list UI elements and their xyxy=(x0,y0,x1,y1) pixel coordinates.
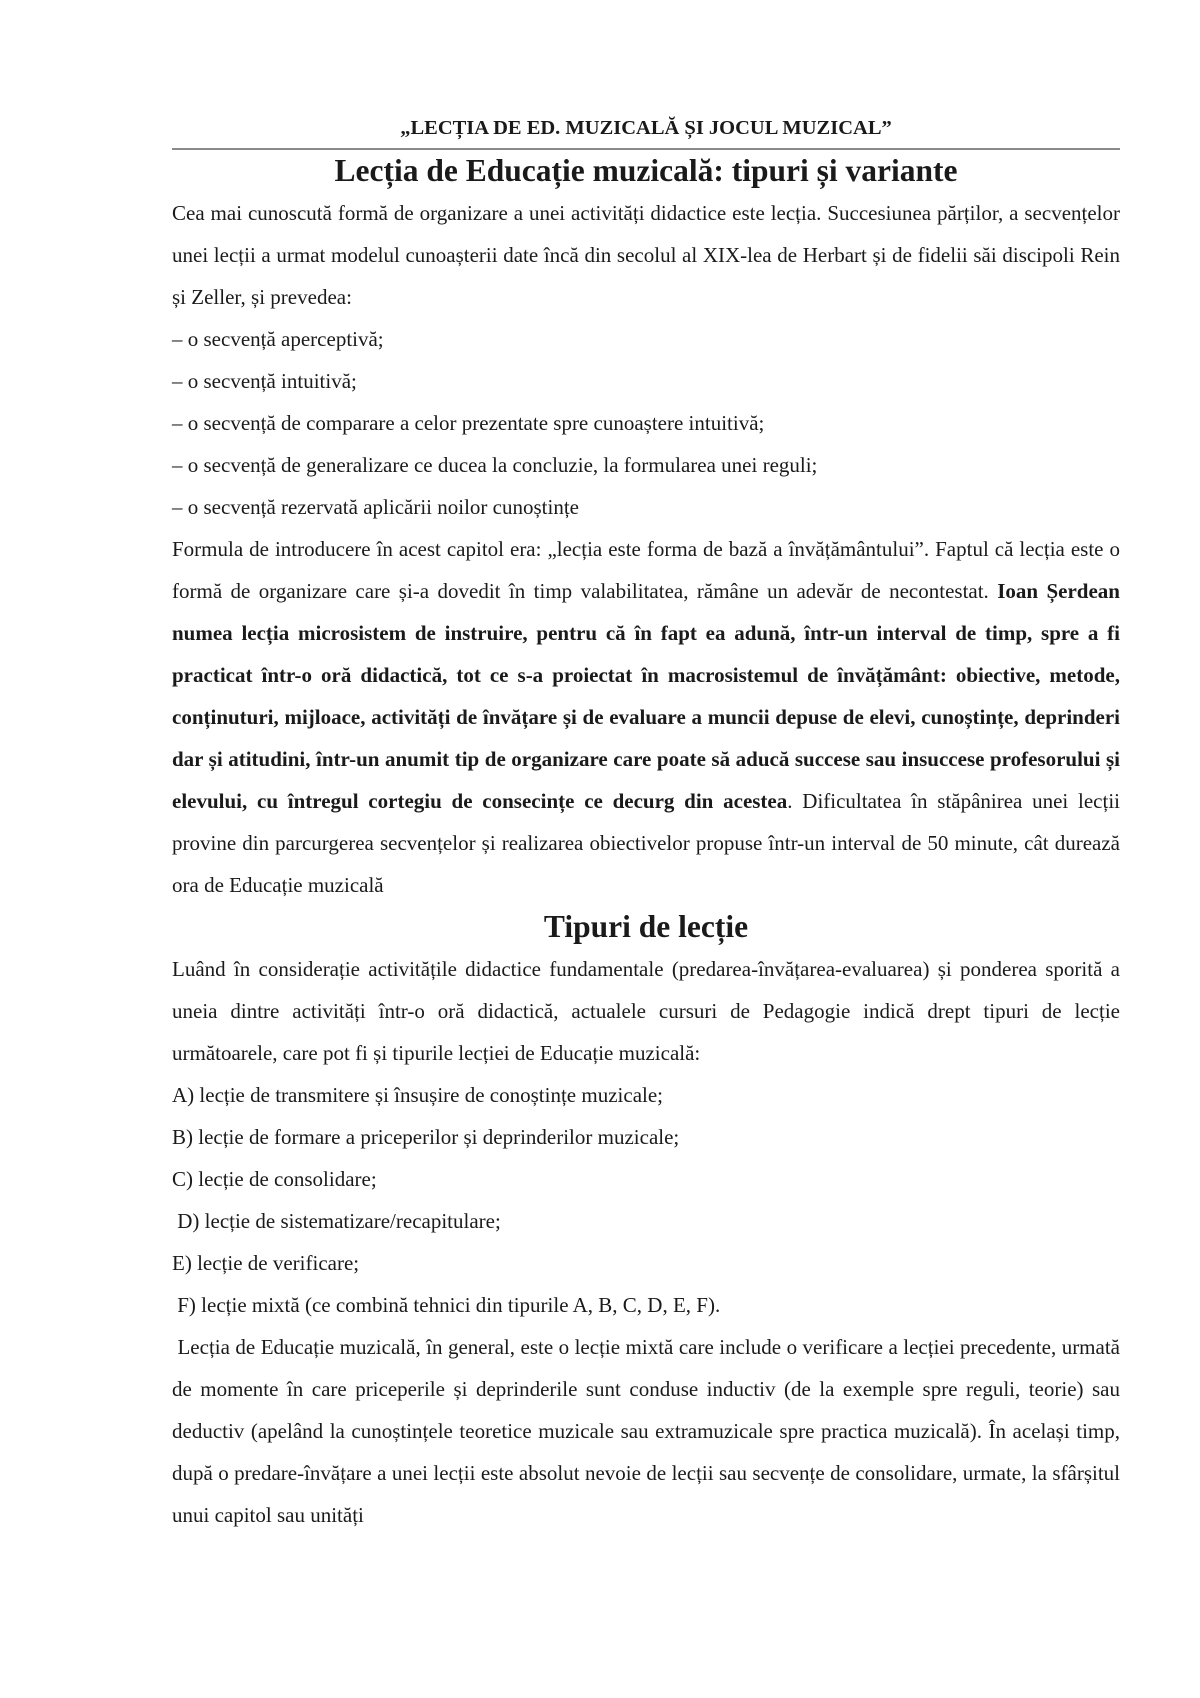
list-item: E) lecție de verificare; xyxy=(172,1251,360,1275)
types-intro-paragraph: Luând în considerație activitățile didactice fundamentale (predarea-învățarea-evaluarea) și ponderea sporită a uneia dintre activități într-o oră didactică, actualele cursuri de Pedagogie indică drept tipuri de lecție următoarele, care pot fi și tipurile lecției de Educație muzicală: xyxy=(172,957,1120,1065)
list-item: B) lecție de formare a priceperilor și deprinderilor muzicale; xyxy=(172,1125,680,1149)
closing-paragraph: Lecția de Educație muzicală, în general, este o lecție mixtă care include o verificare a lecției precedente, urmată de momente în care priceperile și deprinderile sunt conduse inductiv (de la exemple spre reguli, teorie) sau deductiv (apelând la cunoștințele teoretice muzicale sau extramuzicale spre practica muzicală). În același timp, după o predare-învățare a unei lecții este absolut nevoie de lecții sau secvențe de consolidare, urmate, la sfârșitul unui capitol sau unități xyxy=(172,1335,1126,1527)
list-item: – o secvență de comparare a celor prezentate spre cunoaștere intuitivă; xyxy=(172,411,765,435)
list-item: – o secvență rezervată aplicării noilor cunoștințe xyxy=(172,495,579,519)
bold-quote: Ioan Șerdean numea lecția microsistem de instruire, pentru că în fapt ea adună, într-un interval de timp, spre a fi practicat într-o oră didactică, tot ce s-a proiectat în macrosistemul de învățământ: obiective, metode, conținuturi, mijloace, activități de învățare și de evaluare a muncii depuse de elevi, cunoștințe, deprinderi dar și atitudini, într-un anumit tip de organizare care poate să aducă succese sau insuccese profesorului și elevului, cu întregul cortegiu de consecințe ce decurg din acestea xyxy=(172,579,1120,813)
section-heading: Tipuri de lecție xyxy=(543,909,749,944)
types-list xyxy=(172,1074,1120,1326)
list-item: – o secvență intuitivă; xyxy=(172,369,357,393)
section-subtitle: Lecția de Educație muzicală: tipuri și variante xyxy=(334,153,958,188)
list-item: F) lecție mixtă (ce combină tehnici din tipurile A, B, C, D, E, F). xyxy=(172,1293,721,1317)
intro-paragraph: Cea mai cunoscută formă de organizare a unei activități didactice este lecția. Succesiunea părților, a secvențelor unei lecții a urmat modelul cunoașterii date încă din secolul al XIX-lea de Herbart și de fidelii săi discipoli Rein și Zeller, și prevedea: xyxy=(172,201,1120,309)
paragraph-text: Formula de introducere în acest capitol era: „lecția este forma de bază a învățământului”. Faptul că lecția este o formă de organizare care și-a dovedit în timp valabilitatea, rămâne un adevăr de necontestat. xyxy=(172,537,1120,603)
sequence-list xyxy=(172,318,1120,528)
list-item: A) lecție de transmitere și însușire de conoștințe muzicale; xyxy=(172,1083,663,1107)
list-item: – o secvență aperceptivă; xyxy=(172,327,384,351)
list-item: D) lecție de sistematizare/recapitulare; xyxy=(172,1209,501,1233)
paragraph-text: . Dificultatea în stăpânirea unei lecții provine din parcurgerea secvențelor și realizarea obiectivelor propuse într-un interval de 50 minute, cât durează ora de Educație muzicală xyxy=(172,789,1121,897)
document-page xyxy=(172,110,1126,1536)
list-item: – o secvență de generalizare ce ducea la concluzie, la formularea unei reguli; xyxy=(172,453,818,477)
document-title: „LECȚIA DE ED. MUZICALĂ ȘI JOCUL MUZICAL” xyxy=(172,110,1120,150)
list-item: C) lecție de consolidare; xyxy=(172,1167,377,1191)
body-paragraph xyxy=(172,528,1120,906)
